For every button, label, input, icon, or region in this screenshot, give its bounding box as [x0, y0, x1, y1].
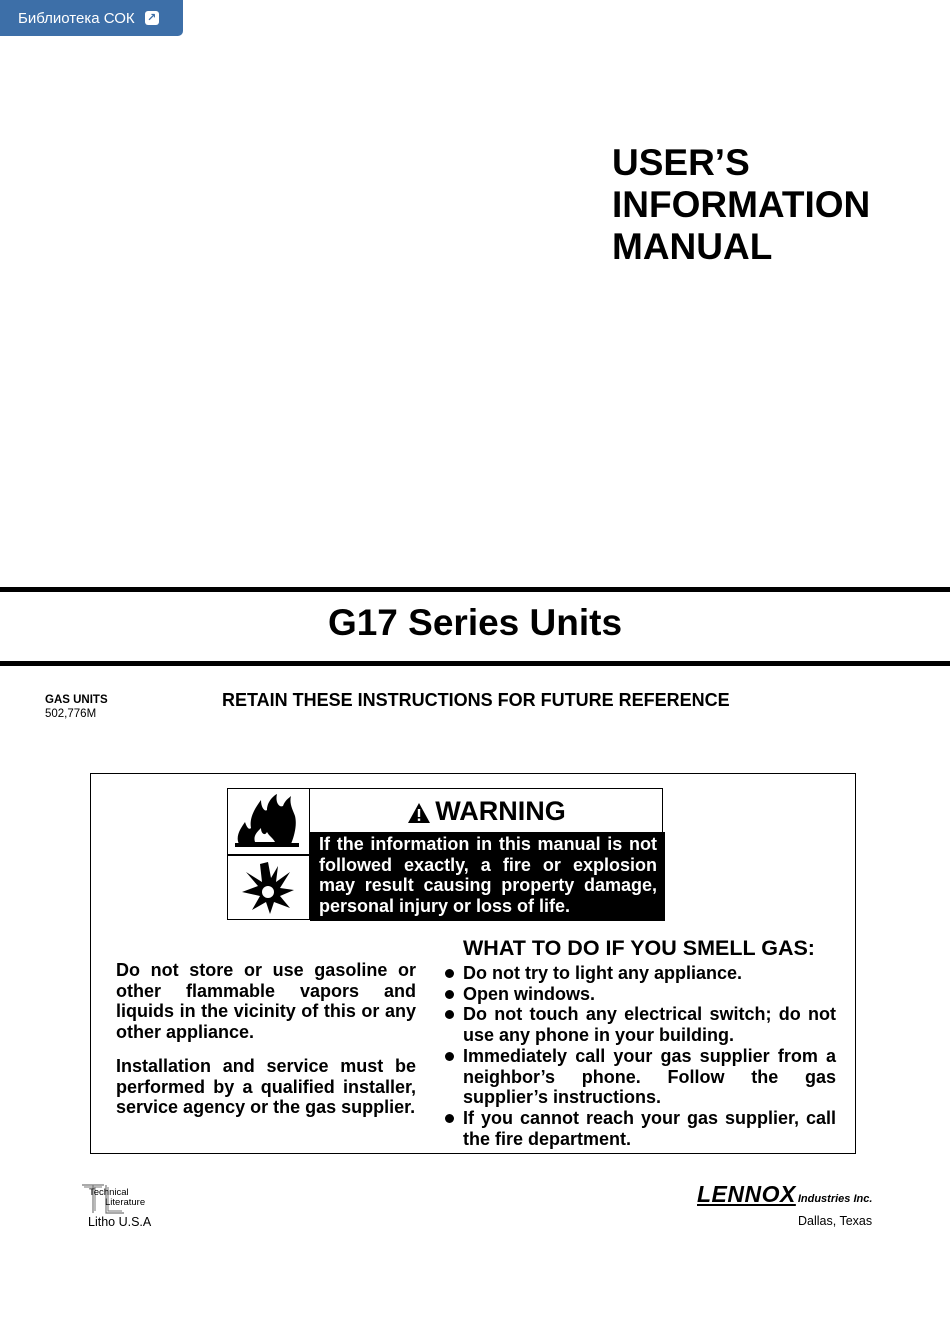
document-code [45, 693, 108, 721]
warning-heading-text: WARNING [435, 796, 566, 826]
title-line: INFORMATION [612, 184, 871, 225]
bottom-rule [0, 661, 950, 666]
list-item: If you cannot reach your gas supplier, call the fire department. [444, 1108, 836, 1149]
smell-gas-title: WHAT TO DO IF YOU SMELL GAS: [463, 936, 815, 960]
document-code-number: 502,776M [45, 708, 97, 720]
warning-triangle-icon [407, 802, 431, 824]
safety-paragraphs [116, 960, 416, 1131]
smell-gas-list [444, 963, 836, 1149]
list-item: Open windows. [444, 984, 836, 1005]
page-title [612, 142, 932, 268]
library-tab-label: Библиотека СОК [18, 9, 135, 27]
brand-name: LENNOX [697, 1181, 796, 1207]
warning-heading [310, 796, 663, 827]
retain-notice: RETAIN THESE INSTRUCTIONS FOR FUTURE REFERENCE [222, 690, 730, 710]
litho-text: Litho U.S.A [88, 1215, 152, 1229]
fire-icon [233, 792, 303, 850]
external-link-icon: ↗ [145, 11, 159, 25]
library-tab[interactable] [0, 0, 183, 36]
top-rule [0, 587, 950, 592]
list-item: Do not touch any electrical switch; do not use any phone in your building. [444, 1004, 836, 1045]
list-item: Do not try to light any appliance. [444, 963, 836, 984]
brand-suffix: Industries Inc. [797, 1193, 873, 1205]
tech-lit-line: Technical [89, 1187, 129, 1198]
title-line: MANUAL [612, 226, 773, 267]
location-text: Dallas, Texas [798, 1214, 873, 1228]
lennox-logo [697, 1178, 872, 1208]
warning-message: If the information in this manual is not followed exactly, a fire or explosion may result causing property damage, personal injury or loss of life. [310, 832, 665, 921]
safety-paragraph: Do not store or use gasoline or other flammable vapors and liquids in the vicinity of this or any other appliance. [116, 960, 416, 1043]
series-title: G17 Series Units [327, 602, 623, 643]
safety-paragraph: Installation and service must be performed by a qualified installer, service agency or the gas supplier. [116, 1055, 416, 1118]
tech-lit-line: Literature [105, 1197, 146, 1208]
technical-literature-text [89, 1188, 145, 1208]
explosion-icon [240, 860, 296, 916]
icon-divider [227, 854, 310, 856]
document-code-label: GAS UNITS [45, 694, 108, 706]
list-item: Immediately call your gas supplier from a neighbor’s phone. Follow the gas supplier’s instructions. [444, 1046, 836, 1108]
title-line: USER’S [612, 142, 750, 183]
